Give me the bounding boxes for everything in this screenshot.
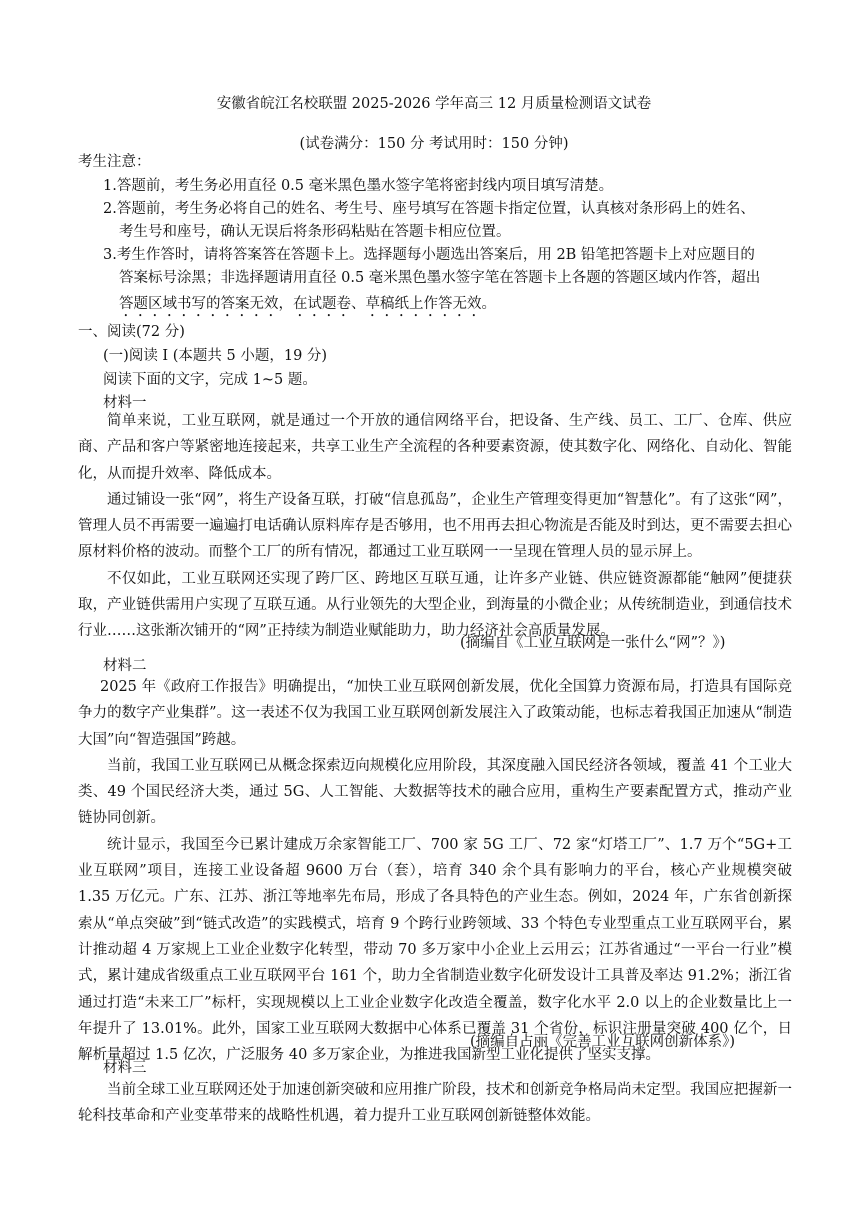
notice-heading: 考生注意： [78,154,151,170]
material3-paragraph-1: 当前全球工业互联网还处于加速创新突破和应用推广阶段，技术和创新竞争格局尚未定型。我国应把握新一轮科技革命和产业变革带来的战略性机遇，着力提升工业互联网创新链整体效能。 [78,1082,792,1125]
section-instruction: 阅读下面的文字，完成 1~5 题。 [103,372,317,388]
exam-subtitle: (试卷满分：150 分 考试用时：150 分钟) [299,136,569,152]
notice-item-3-line3: 答题区域书写的答案无效，在试题卷、草稿纸上作答无效。 [119,296,496,312]
material2-paragraph-2: 当前，我国工业互联网已从概念探索迈向规模化应用阶段，其深度融入国民经济各领域，覆盖 41 个工业大类、49 个国民经济大类，通过 5G、人工智能、大数据等技术的融合应用，重构生产要素配置方式，推动产业链协同创新。 [78,757,792,827]
exam-title: 安徽省皖江名校联盟 2025-2026 学年高三 12 月质量检测语文试卷 [216,96,652,112]
material1-source: (摘编自《工业互联网是一张什么“网”？》) [460,635,726,651]
notice-item-3-line2: 答案标号涂黑；非选择题请用直径 0.5 毫米黑色墨水签字笔在答题卡上各题的答题区域内作答，超出 [119,270,761,286]
notice-item-1: 1.答题前，考生务必用直径 0.5 毫米黑色墨水签字笔将密封线内项目填写清楚。 [103,178,614,194]
material1-label: 材料一 [103,395,147,411]
material3-body [78,1077,792,1137]
material2-paragraph-1: 2025 年《政府工作报告》明确提出，“加快工业互联网创新发展，优化全国算力资源布局，打造具有国际竞争力的数字产业集群”。这一表述不仅为我国工业互联网创新发展注入了政策动能，也标志着我国正加速从“制造大国”向“智造强国”跨越。 [78,679,792,748]
notice-item-3-line1: 3.考生作答时，请将答案答在答题卡上。选择题每小题选出答案后，用 2B 铅笔把答题卡上对应题目的 [103,247,755,263]
material2-source: (摘编自占丽《完善工业互联网创新体系》) [470,1034,736,1050]
material1-paragraph-2: 通过铺设一张“网”，将生产设备互联，打破“信息孤岛”，企业生产管理变得更加“智慧化”。有了这张“网”，管理人员不再需要一遍遍打电话确认原料库存是否够用，也不用再去担心物流是否能及时到达，更不需要去担心原材料价格的波动。而整个工厂的所有情况，都通过工业互联网一一呈现在管理人员的显示屏上。 [78,491,792,561]
material2-paragraph-3: 统计显示，我国至今已累计建成万余家智能工厂、700 家 5G 工厂、72 家“灯塔工厂”、1.7 万个“5G+工业互联网”项目，连接工业设备超 9600 万台（套），培育 340 余个具有影响力的平台，核心产业规模突破 1.35 万亿元。广东、江苏、浙江等地率先布局，形成了各具特色的产业生态。例如，2024 年，广东省创新探索从“单点突破”到“链式改造”的实践模式，培育 9 个跨行业跨领域、33 个特色专业型重点工业互联网平台，累计推动超 4 万家规上工业企业数字化转型，带动 70 多万家中小企业上云用云；江苏省通过“一平台一行业”模式，累计建成省级重点工业互联网平台 161 个，助力全省制造业数字化研发设计工具普及率达 91.2%；浙江省通过打造“未来工厂”标杆，实现规模以上工业企业数字化改造全覆盖，数字化水平 2.0 以上的企业数量比上一年提升了 13.01%。此外，国家工业互联网大数据中心体系已覆盖 31 个省份，标识注册量突破 400 亿个，日解析量超过 1.5 亿次，广泛服务 40 多万家企业，为推进我国新型工业化提供了坚实支撑。 [78,836,792,1064]
section-subheading: (一)阅读 I (本题共 5 小题，19 分) [103,348,328,364]
notice-item-2-line2: 考生号和座号，确认无误后将条形码粘贴在答题卡相应位置。 [119,224,511,240]
notice-item-2-line1: 2.答题前，考生务必将自己的姓名、考生号、座号填写在答题卡指定位置，认真核对条形码上的姓名、 [103,201,755,217]
material2-label: 材料二 [103,658,147,674]
material1-paragraph-1: 简单来说，工业互联网，就是通过一个开放的通信网络平台，把设备、生产线、员工、工厂、仓库、供应商、产品和客户等紧密地连接起来，共享工业生产全流程的各种要素资源，使其数字化、网络化、自动化、智能化，从而提升效率、降低成本。 [78,413,792,482]
material3-label: 材料三 [103,1060,147,1076]
material1-paragraph-3: 不仅如此，工业互联网还实现了跨厂区、跨地区互联互通，让许多产业链、供应链资源都能“触网”便捷获取，产业链供需用户实现了互联互通。从行业领先的大型企业，到海量的小微企业；从传统制造业，到通信技术行业……这张渐次铺开的“网”正持续为制造业赋能助力，助力经济社会高质量发展。 [78,570,792,640]
section-heading: 一、阅读(72 分) [78,324,185,340]
